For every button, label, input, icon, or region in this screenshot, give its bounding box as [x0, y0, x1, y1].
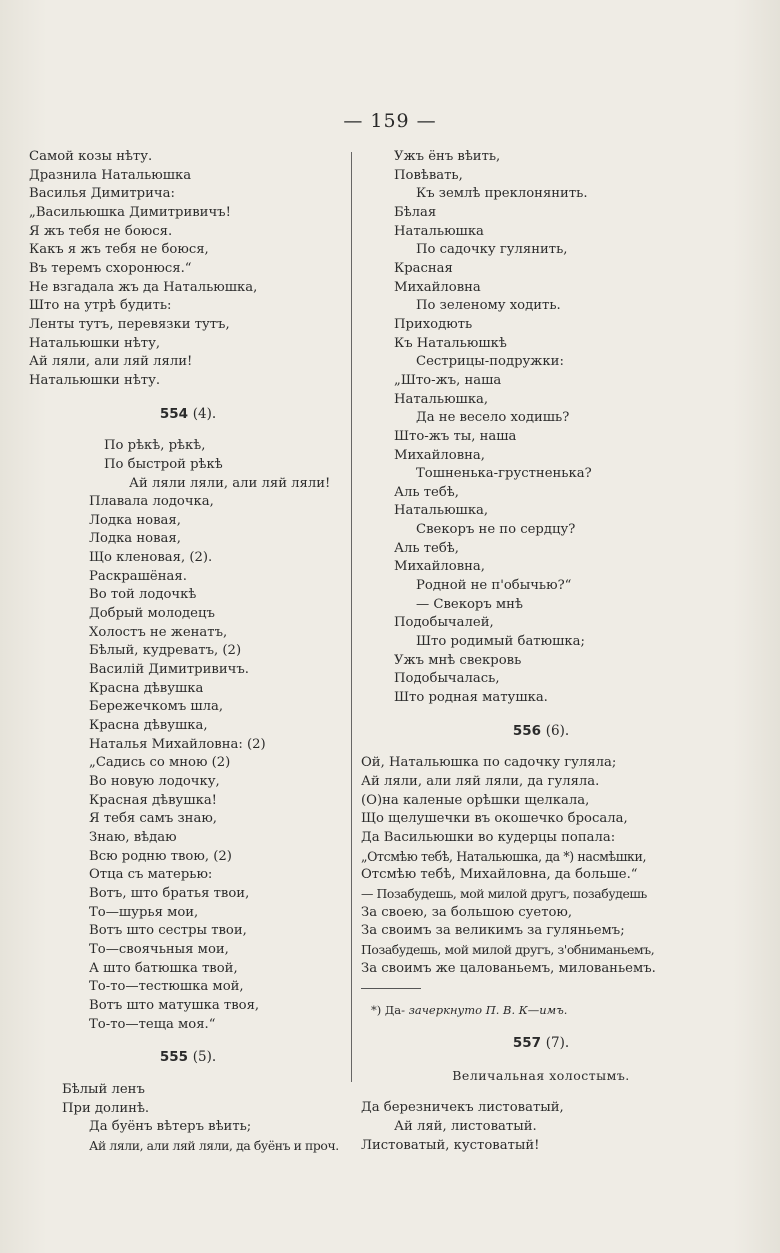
verse-line: (О)на каленые орѣшки щелкала, — [361, 792, 590, 808]
verse-line: „Отсмѣю тебѣ, Натальюшка, да *) насмѣшки, — [361, 848, 647, 864]
verse-line: По рѣкѣ, рѣкѣ, — [104, 438, 206, 454]
verse-line: Що кленовая, (2). — [89, 550, 213, 566]
verse-line: „Васильюшка Димитривичъ! — [29, 204, 231, 220]
verse-line: Што на утрѣ будить: — [29, 298, 172, 314]
song-557-heading — [361, 1034, 721, 1053]
verse-line: „Што-жъ, наша — [394, 372, 502, 388]
verse-line: Знаю, вѣдаю — [89, 829, 177, 845]
song-555-heading — [29, 1048, 347, 1067]
verse-line: „Садись со мною (2) — [89, 755, 231, 771]
verse-line: Аль тебѣ, — [394, 484, 459, 500]
poem-continuation — [29, 148, 347, 391]
verse-line: Бѣлый, кудреватъ, (2) — [89, 643, 242, 659]
right-column — [361, 148, 721, 1155]
song-subnumber: (5). — [192, 1049, 217, 1066]
verse-line: Красна дѣвушка — [89, 680, 204, 696]
verse-line: Ленты тутъ, перевязки тутъ, — [29, 316, 230, 332]
verse-line: Василій Димитривичъ. — [89, 662, 249, 678]
verse-line: — Позабудешь, мой милой другъ, позабудешь — [361, 885, 647, 901]
verse-line: Натальюшка, — [394, 391, 489, 407]
song-number: 556 — [512, 722, 542, 739]
verse-line: Ай ляли ляли, али ляй ляли! — [129, 475, 331, 491]
page-number: — 159 — — [343, 110, 437, 132]
verse-line: Я тебя самъ знаю, — [89, 811, 217, 827]
verse-line: Во той лодочкѣ — [89, 587, 197, 603]
verse-line: Тошненька-грустненька? — [416, 466, 592, 482]
footnote-text: - зачеркнуто П. В. К—имъ. — [401, 1003, 568, 1018]
verse-line: А што батюшка твой, — [89, 960, 238, 976]
song-557-title: Величальная холостымъ. — [452, 1067, 630, 1083]
verse-line: Холостъ не женатъ, — [89, 624, 228, 640]
verse-line: Дразнила Натальюшка — [29, 167, 192, 183]
left-column — [29, 148, 347, 1155]
verse-line: Бѣлый ленъ — [62, 1081, 145, 1097]
verse-line: Што родимый батюшка; — [416, 634, 585, 650]
song-555-continuation — [361, 148, 721, 708]
column-divider — [351, 152, 352, 1082]
verse-line: За своимъ же цалованьемъ, милованьемъ. — [361, 960, 656, 976]
verse-line: За своею, за большою суетою, — [361, 904, 573, 920]
verse-line: Я жъ тебя не боюся. — [29, 223, 173, 239]
verse-line: Натальюшка, — [394, 503, 489, 519]
verse-line: Вотъ, што братья твои, — [89, 885, 250, 901]
verse-line: Да Васильюшки во кудерцы попала: — [361, 829, 616, 845]
verse-line: Аль тебѣ, — [394, 540, 459, 556]
verse-line: Отсмѣю тебѣ, Михайловна, да больше.“ — [361, 867, 638, 883]
verse-line: Родной не п'обычью?“ — [416, 578, 572, 594]
verse-line: Красна дѣвушка, — [89, 718, 208, 734]
verse-line: Ай ляли, али ляй ляли! — [29, 354, 193, 370]
verse-line: Бережечкомъ шла, — [89, 699, 224, 715]
verse-line: Раскрашёная. — [89, 568, 187, 584]
verse-line: Къ Натальюшкѣ — [394, 335, 507, 351]
verse-line: — Свекоръ мнѣ — [416, 596, 523, 612]
verse-line: Ай ляй, листоватый. — [394, 1118, 537, 1134]
verse-line: При долинѣ. — [62, 1100, 150, 1116]
verse-line: То—шурья мои, — [89, 904, 199, 920]
song-subnumber: (4). — [192, 405, 217, 422]
verse-line: Самой козы нѣту. — [29, 149, 153, 164]
verse-line: Ой, Натальюшка по садочку гуляла; — [361, 755, 617, 771]
verse-line: Позабудешь, мой милой другъ, з'обниманьемъ, — [361, 941, 655, 957]
verse-line: Листоватый, кустоватый! — [361, 1137, 540, 1153]
verse-line: Михайловна, — [394, 559, 485, 575]
verse-line: Вотъ што сестры твои, — [89, 923, 247, 939]
verse-line: Во новую лодочку, — [89, 774, 220, 789]
verse-line: То-то—тестюшка мой, — [89, 979, 244, 995]
verse-line: Ужъ мнѣ свекровь — [394, 652, 522, 668]
verse-line: Вотъ што матушка твоя, — [89, 997, 260, 1013]
song-554-heading — [29, 405, 347, 424]
verse-line: Подобычалей, — [394, 615, 494, 631]
song-number: 555 — [159, 1049, 189, 1066]
verse-line: То-то—теща моя.“ — [89, 1016, 216, 1032]
song-557-text — [361, 1099, 721, 1155]
verse-line: Приходють — [394, 316, 473, 332]
verse-line: Михайловна — [394, 279, 481, 295]
verse-line: Натальюшки нѣту. — [29, 372, 161, 388]
song-subnumber: (6). — [545, 722, 570, 739]
song-subnumber: (7). — [545, 1034, 570, 1051]
footnote-mark: *) Да — [371, 1003, 402, 1018]
verse-line: Добрый молодецъ — [89, 606, 215, 622]
verse-line: Какъ я жъ тебя не боюся, — [29, 242, 209, 258]
verse-line: Красная дѣвушка! — [89, 792, 217, 808]
verse-line: Што-жъ ты, наша — [394, 428, 517, 444]
verse-line: Да буёнъ вѣтеръ вѣить; — [89, 1119, 252, 1135]
song-554-text — [29, 437, 347, 1034]
verse-line: Не взгадала жъ да Натальюшка, — [29, 279, 258, 295]
song-number: 557 — [512, 1034, 542, 1051]
verse-line: Лодка новая, — [89, 512, 181, 528]
verse-line: То—своячьныя мои, — [89, 941, 229, 957]
verse-line: Отца съ матерью: — [89, 867, 213, 883]
song-556-text — [361, 754, 721, 978]
verse-line: Михайловна, — [394, 447, 485, 463]
verse-line: Ай ляли, али ляй ляли, да буёнъ и проч. — [89, 1137, 339, 1153]
verse-line: Повѣвать, — [394, 167, 463, 183]
verse-line: Да не весело ходишь? — [416, 410, 570, 426]
verse-line: За своимъ за великимъ за гуляньемъ; — [361, 923, 625, 939]
verse-line: Василья Димитрича: — [29, 186, 175, 202]
verse-line: Лодка новая, — [89, 531, 181, 547]
verse-line: По быстрой рѣкѣ — [104, 456, 223, 472]
verse-line: Свекоръ не по сердцу? — [416, 522, 576, 538]
verse-line: Плавала лодочка, — [89, 494, 214, 510]
verse-line: Бѣлая — [394, 204, 437, 220]
verse-line: Що щелушечки въ окошечко бросала, — [361, 811, 628, 827]
verse-line: Натальюшка — [394, 223, 484, 239]
verse-line: Ай ляли, али ляй ляли, да гуляла. — [361, 774, 600, 789]
song-556-heading — [361, 722, 721, 741]
verse-line: Къ землѣ преклонянить. — [416, 186, 588, 202]
verse-line: Што родная матушка. — [394, 690, 548, 706]
verse-line: Сестрицы-подружки: — [416, 354, 564, 370]
footnote-rule — [361, 988, 421, 989]
verse-line: Ужъ ёнъ вѣить, — [394, 149, 501, 164]
verse-line: Да березничекъ листоватый, — [361, 1100, 564, 1116]
verse-line: Натальюшки нѣту, — [29, 335, 161, 351]
verse-line: По зеленому ходить. — [416, 298, 561, 314]
song-555-text — [29, 1081, 347, 1156]
verse-line: Красная — [394, 260, 453, 276]
verse-line: Наталья Михайловна: (2) — [89, 736, 266, 752]
song-number: 554 — [159, 405, 189, 422]
verse-line: Всю родню твою, (2) — [89, 848, 232, 864]
verse-line: Въ теремъ схоронюся.“ — [29, 260, 192, 276]
footnote — [361, 1001, 721, 1020]
verse-line: По садочку гулянить, — [416, 242, 568, 258]
verse-line: Подобычалась, — [394, 671, 500, 687]
